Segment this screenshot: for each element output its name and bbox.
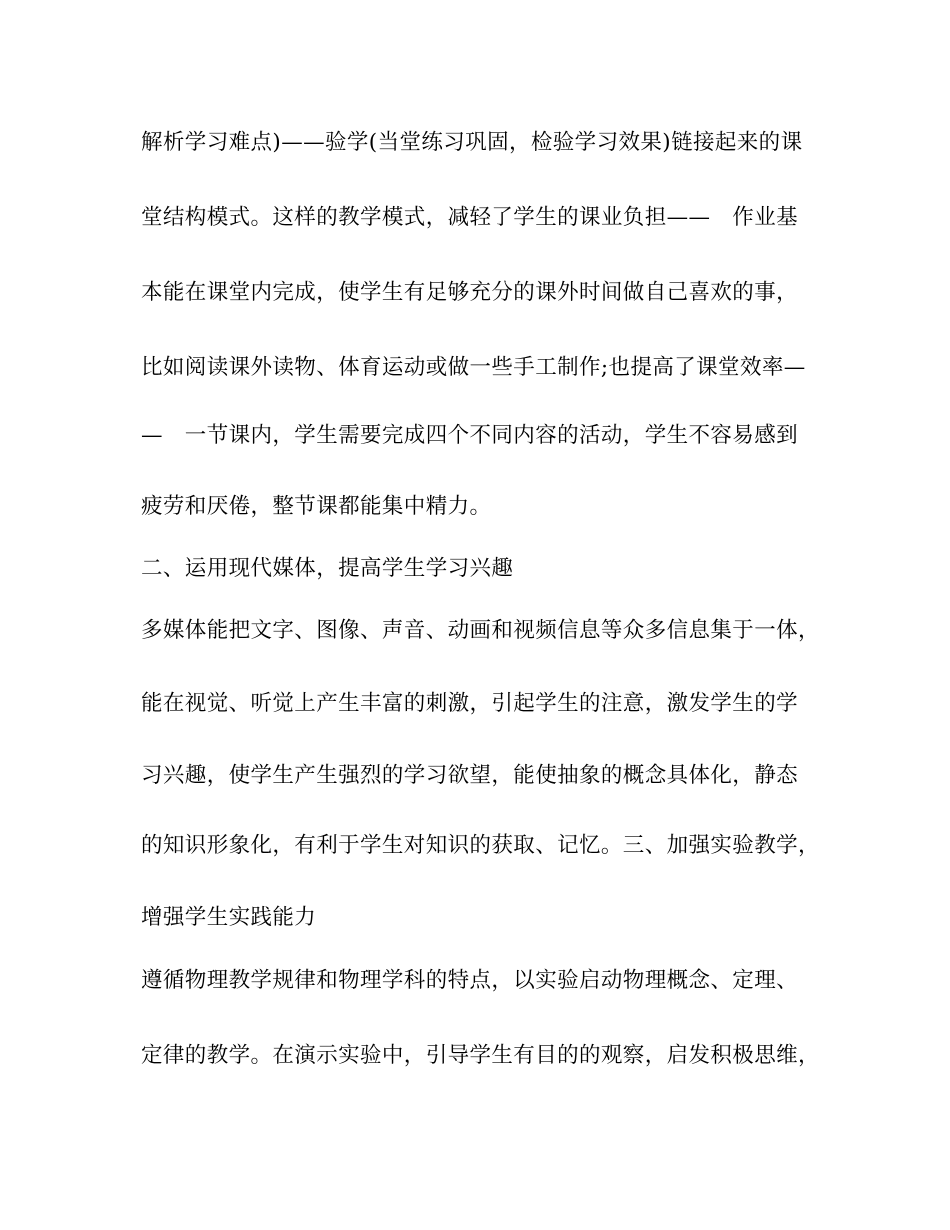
text-line-5: — 一节课内，学生需要完成四个不同内容的活动，学生不容易感到 <box>141 423 799 448</box>
text-line-3: 本能在课堂内完成，使学生有足够充分的课外时间做自己喜欢的事， <box>141 280 799 305</box>
text-line-2: 堂结构模式。这样的教学模式，减轻了学生的课业负担—— 作业基 <box>141 205 799 230</box>
text-line-6: 疲劳和厌倦，整节课都能集中精力。 <box>141 494 492 519</box>
text-line-9: 能在视觉、听觉上产生丰富的刺激，引起学生的注意，激发学生的学 <box>141 691 799 716</box>
text-line-4: 比如阅读课外读物、体育运动或做一些手工制作;也提高了课堂效率— <box>141 355 806 380</box>
text-line-10: 习兴趣，使学生产生强烈的学习欲望，能使抽象的概念具体化，静态 <box>141 763 799 788</box>
section-heading-3: 增强学生实践能力 <box>141 905 317 930</box>
text-line-8: 多媒体能把文字、图像、声音、动画和视频信息等众多信息集于一体， <box>141 618 820 643</box>
text-line-14: 定律的教学。在演示实验中，引导学生有目的的观察，启发积极思维， <box>141 1043 820 1068</box>
text-line-1: 解析学习难点)——验学(当堂练习巩固，检验学习效果)链接起来的课 <box>141 130 803 155</box>
section-heading-2: 二、运用现代媒体，提高学生学习兴趣 <box>141 556 514 581</box>
text-line-11: 的知识形象化，有利于学生对知识的获取、记忆。三、加强实验教学， <box>141 833 820 858</box>
text-line-13: 遵循物理教学规律和物理学科的特点，以实验启动物理概念、定理、 <box>141 968 799 993</box>
